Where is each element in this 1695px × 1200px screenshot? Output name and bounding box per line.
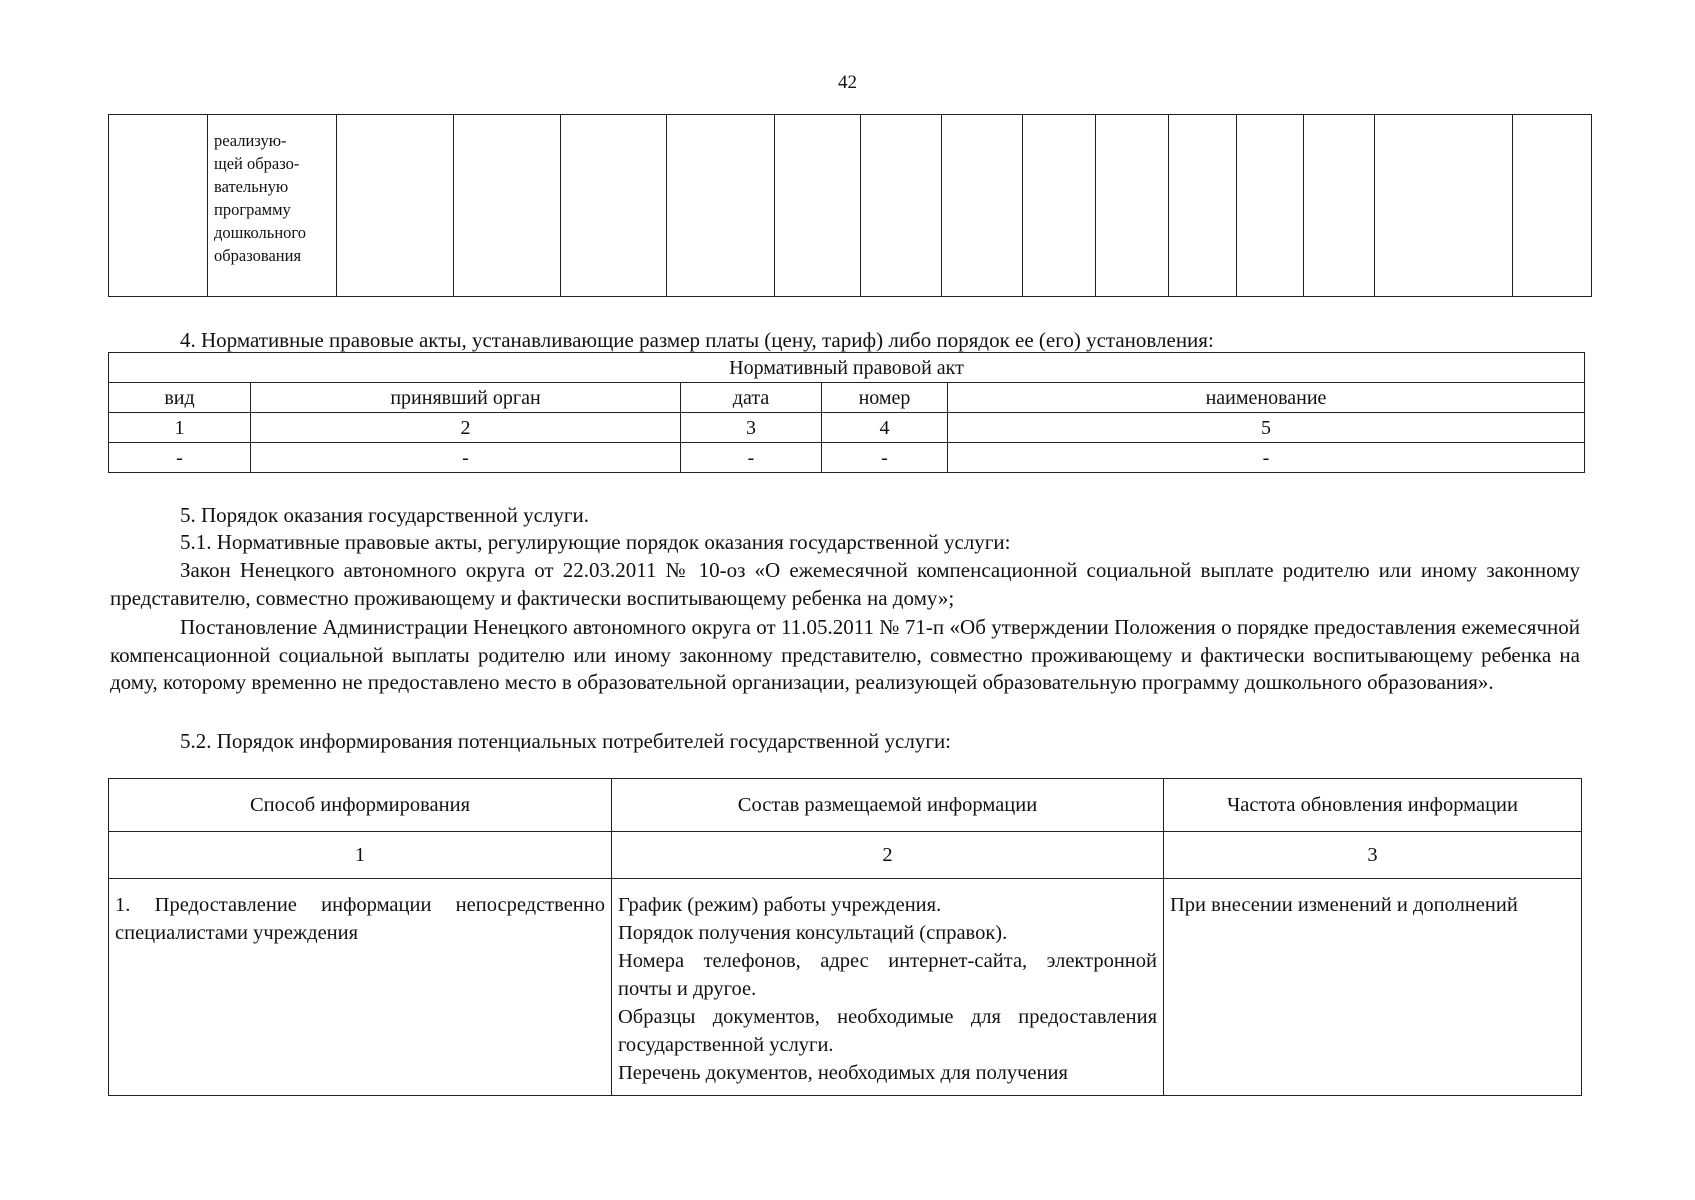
continuation-cell bbox=[208, 115, 337, 297]
table-cell bbox=[1375, 115, 1513, 297]
content-line: Порядок получения консультаций (справок). bbox=[618, 922, 1008, 944]
page-number: 42 bbox=[838, 72, 857, 93]
table-cell: - bbox=[948, 443, 1585, 473]
table-cell bbox=[1023, 115, 1096, 297]
table-header-row bbox=[109, 383, 1585, 413]
continuation-cell-text bbox=[208, 115, 336, 267]
table-row bbox=[109, 879, 1582, 1096]
column-number: 4 bbox=[822, 413, 948, 443]
column-number: 5 bbox=[948, 413, 1585, 443]
table-number-row bbox=[109, 413, 1585, 443]
table-cell bbox=[109, 115, 208, 297]
cell-line: образования bbox=[214, 246, 302, 265]
section-5-heading: 5. Порядок оказания государственной услуги. bbox=[180, 503, 589, 527]
table-cell bbox=[1096, 115, 1169, 297]
column-number: 1 bbox=[109, 832, 612, 879]
table-number-row bbox=[109, 832, 1582, 879]
informing-table bbox=[108, 778, 1582, 1096]
table-cell bbox=[1169, 115, 1237, 297]
column-number: 1 bbox=[109, 413, 251, 443]
column-header: Способ информирования bbox=[109, 779, 612, 832]
column-header: номер bbox=[822, 383, 948, 413]
column-header: Частота обновления информации bbox=[1164, 779, 1582, 832]
informing-content bbox=[612, 879, 1164, 1096]
content-line: Номера телефонов, адрес интернет-сайта, электронной почты и другое. bbox=[618, 950, 1157, 1000]
continuation-row bbox=[109, 115, 1592, 297]
column-number: 2 bbox=[612, 832, 1164, 879]
table-cell bbox=[942, 115, 1023, 297]
table-cell bbox=[861, 115, 942, 297]
table-cell bbox=[1304, 115, 1375, 297]
column-header: Состав размещаемой информации bbox=[612, 779, 1164, 832]
table-title-row bbox=[109, 353, 1585, 383]
section-4-heading: 4. Нормативные правовые акты, устанавливающие размер платы (цену, тариф) либо порядок ее (его) установления: bbox=[180, 328, 1214, 352]
content-line: Перечень документов, необходимых для получения bbox=[618, 1062, 1068, 1084]
table-row bbox=[109, 443, 1585, 473]
content-line: График (режим) работы учреждения. bbox=[618, 894, 942, 916]
update-frequency: При внесении изменений и дополнений bbox=[1164, 879, 1582, 1096]
normative-acts-table bbox=[108, 352, 1585, 473]
table-cell bbox=[337, 115, 454, 297]
informing-method: 1. Предоставление информации непосредственно специалистами учреждения bbox=[109, 879, 612, 1096]
table-cell: - bbox=[251, 443, 681, 473]
column-header: вид bbox=[109, 383, 251, 413]
section-5-1-heading: 5.1. Нормативные правовые акты, регулирующие порядок оказания государственной услуги: bbox=[180, 530, 1011, 554]
table-cell: - bbox=[109, 443, 251, 473]
column-number: 3 bbox=[681, 413, 822, 443]
section-5-2-heading: 5.2. Порядок информирования потенциальных потребителей государственной услуги: bbox=[180, 729, 952, 753]
table-cell bbox=[561, 115, 667, 297]
normative-act-law: Закон Ненецкого автономного округа от 22.03.2011 № 10-оз «О ежемесячной компенсационной социальной выплате родителю или иному законному представителю, совместно проживающему и фактически воспитывающему ребенка на дому»; bbox=[110, 558, 1580, 610]
table-cell bbox=[667, 115, 775, 297]
column-number: 3 bbox=[1164, 832, 1582, 879]
table-cell: - bbox=[822, 443, 948, 473]
cell-line: программу bbox=[214, 200, 291, 219]
cell-line: вательную bbox=[214, 177, 289, 196]
table-header-row bbox=[109, 779, 1582, 832]
table-cell: - bbox=[681, 443, 822, 473]
table-cell bbox=[1237, 115, 1304, 297]
normative-act-resolution: Постановление Администрации Ненецкого автономного округа от 11.05.2011 № 71-п «Об утверждении Положения о порядке предоставления ежемесячной компенсационной социальной выплаты родителю или иному законному представителю, совместно проживающему и фактически воспитывающему ребенка на дому, которому временно не предоставлено место в образовательной организации, реализующей образовательную программу дошкольного образования». bbox=[110, 615, 1580, 694]
column-header: дата bbox=[681, 383, 822, 413]
table-cell bbox=[454, 115, 561, 297]
column-number: 2 bbox=[251, 413, 681, 443]
column-header: наименование bbox=[948, 383, 1585, 413]
column-header: принявший орган bbox=[251, 383, 681, 413]
content-line: Образцы документов, необходимые для предоставления государственной услуги. bbox=[618, 1006, 1157, 1056]
table-cell bbox=[775, 115, 861, 297]
table-cell bbox=[1513, 115, 1592, 297]
table-title: Нормативный правовой акт bbox=[109, 353, 1585, 383]
cell-line: щей образо- bbox=[214, 154, 300, 173]
cell-line: реализую- bbox=[214, 131, 287, 150]
continuation-table bbox=[108, 114, 1592, 297]
cell-line: дошкольного bbox=[214, 223, 307, 242]
